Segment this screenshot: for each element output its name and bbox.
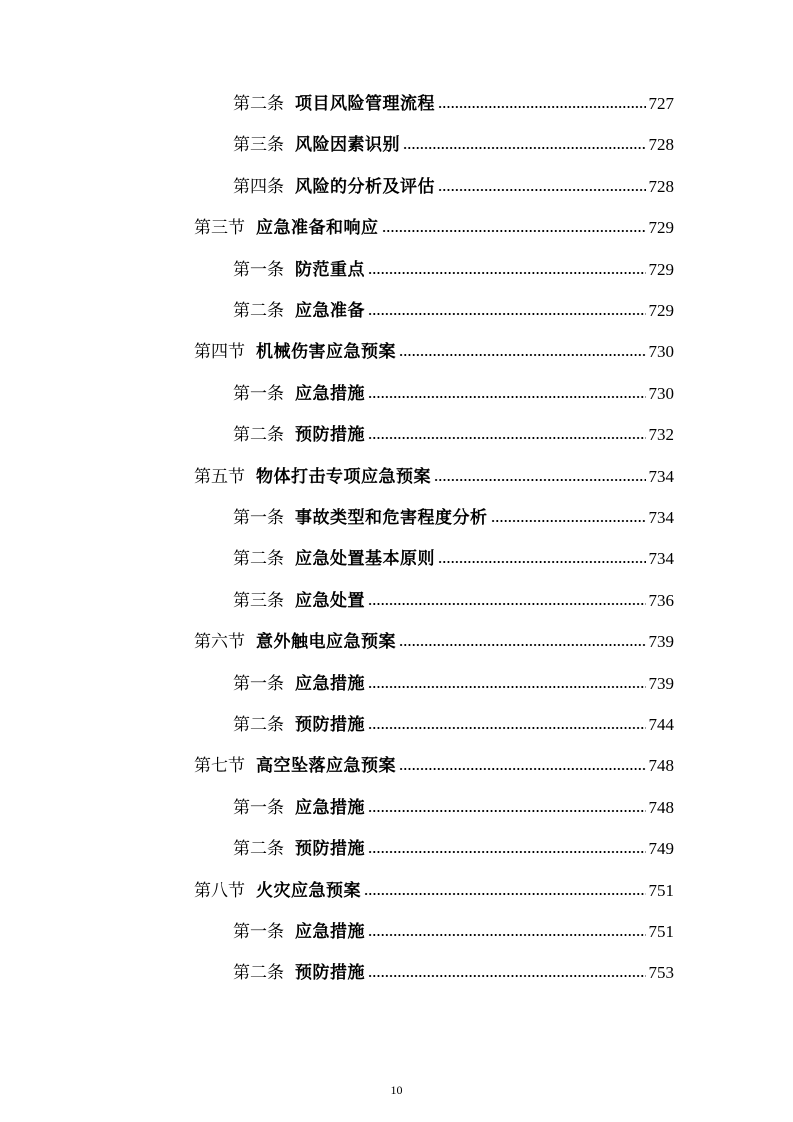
toc-article-entry[interactable] bbox=[233, 380, 674, 408]
toc-entry-number: 第三节 bbox=[194, 218, 245, 239]
toc-entry-page: 749 bbox=[648, 839, 674, 859]
toc-dot-leader bbox=[399, 766, 646, 772]
toc-entry-number: 第二条 bbox=[233, 301, 284, 321]
toc-dot-leader bbox=[491, 518, 646, 524]
page-number: 10 bbox=[390, 1083, 403, 1097]
toc-dot-leader bbox=[399, 352, 646, 358]
toc-entry-page: 739 bbox=[648, 673, 674, 693]
toc-entry-number: 第二条 bbox=[233, 839, 284, 860]
toc-entry-label bbox=[233, 587, 365, 615]
toc-entry-title: 火灾应急预案 bbox=[256, 880, 361, 901]
toc-entry-number: 第二条 bbox=[233, 549, 284, 570]
toc-article-entry[interactable] bbox=[233, 545, 674, 573]
toc-article-entry[interactable] bbox=[233, 131, 674, 159]
toc-article-entry[interactable] bbox=[233, 256, 674, 284]
toc-entry-label bbox=[233, 256, 365, 284]
toc-entry-label bbox=[233, 918, 365, 946]
toc-dot-leader bbox=[368, 932, 646, 938]
toc-entry-page: 739 bbox=[648, 632, 674, 652]
toc-entry-label bbox=[233, 297, 365, 325]
toc-entry-label bbox=[233, 835, 365, 863]
toc-entry-label bbox=[194, 752, 396, 780]
toc-dot-leader bbox=[438, 559, 646, 565]
toc-entry-label bbox=[194, 338, 396, 366]
toc-entry-title: 防范重点 bbox=[295, 259, 365, 280]
toc-entry-title: 高空坠落应急预案 bbox=[256, 756, 396, 777]
toc-entry-number: 第六节 bbox=[194, 632, 245, 653]
toc-entry-label bbox=[194, 877, 361, 905]
toc-dot-leader bbox=[368, 311, 646, 317]
toc-entry-number: 第一条 bbox=[233, 922, 284, 942]
toc-entry-title: 意外触电应急预案 bbox=[256, 632, 396, 653]
toc-section-entry[interactable] bbox=[194, 338, 674, 366]
toc-dot-leader bbox=[368, 435, 646, 441]
toc-entry-page: 751 bbox=[648, 880, 674, 900]
toc-entry-label bbox=[233, 131, 400, 159]
toc-entry-label bbox=[233, 421, 365, 449]
toc-section-entry[interactable] bbox=[194, 628, 674, 656]
toc-entry-title: 预防措施 bbox=[295, 963, 365, 984]
toc-entry-number: 第二条 bbox=[233, 425, 284, 446]
toc-entry-title: 应急准备 bbox=[295, 301, 365, 321]
toc-article-entry[interactable] bbox=[233, 918, 674, 946]
toc-section-entry[interactable] bbox=[194, 214, 674, 242]
toc-entry-number: 第一条 bbox=[233, 673, 284, 694]
toc-dot-leader bbox=[368, 725, 646, 731]
toc-entry-number: 第二条 bbox=[233, 94, 284, 114]
toc-entry-number: 第三条 bbox=[233, 135, 284, 156]
toc-entry-number: 第一条 bbox=[233, 797, 284, 818]
toc-entry-title: 应急处置 bbox=[295, 590, 365, 611]
toc-entry-title: 应急措施 bbox=[295, 797, 365, 818]
toc-entry-page: 729 bbox=[648, 301, 674, 320]
toc-section-entry[interactable] bbox=[194, 752, 674, 780]
toc-dot-leader bbox=[364, 891, 646, 897]
toc-entry-title: 物体打击专项应急预案 bbox=[256, 466, 431, 487]
toc-dot-leader bbox=[382, 228, 646, 234]
toc-entry-page: 729 bbox=[648, 259, 674, 279]
toc-entry-number: 第七节 bbox=[194, 756, 245, 777]
toc-entry-number: 第三条 bbox=[233, 590, 284, 611]
toc-dot-leader bbox=[368, 601, 646, 607]
toc-entry-page: 753 bbox=[648, 963, 674, 983]
toc-entry-title: 应急准备和响应 bbox=[256, 218, 379, 239]
toc-entry-number: 第八节 bbox=[194, 880, 245, 901]
toc-entry-number: 第一条 bbox=[233, 259, 284, 280]
toc-dot-leader bbox=[368, 808, 646, 814]
toc-dot-leader bbox=[368, 973, 646, 979]
toc-entry-number: 第四节 bbox=[194, 342, 245, 363]
toc-entry-title: 预防措施 bbox=[295, 839, 365, 860]
toc-entry-page: 734 bbox=[648, 508, 674, 527]
toc-section-entry[interactable] bbox=[194, 877, 674, 905]
toc-article-entry[interactable] bbox=[233, 173, 674, 201]
toc-entry-title: 应急措施 bbox=[295, 922, 365, 942]
toc-dot-leader bbox=[438, 187, 646, 193]
toc-article-entry[interactable] bbox=[233, 670, 674, 698]
toc-entry-number: 第二条 bbox=[233, 963, 284, 984]
toc-dot-leader bbox=[434, 477, 646, 483]
toc-entry-page: 736 bbox=[648, 590, 674, 610]
toc-entry-label bbox=[233, 711, 365, 739]
toc-entry-page: 748 bbox=[648, 797, 674, 817]
toc-entry-page: 728 bbox=[648, 135, 674, 155]
toc-entry-page: 734 bbox=[648, 466, 674, 486]
toc-article-entry[interactable] bbox=[233, 587, 674, 615]
toc-entry-number: 第五节 bbox=[194, 466, 245, 487]
toc-entry-number: 第四条 bbox=[233, 176, 284, 197]
toc-entry-page: 728 bbox=[648, 176, 674, 196]
toc-entry-label bbox=[194, 463, 431, 491]
toc-entry-label bbox=[233, 504, 488, 532]
toc-article-entry[interactable] bbox=[233, 711, 674, 739]
toc-entry-title: 预防措施 bbox=[295, 425, 365, 446]
toc-entry-page: 734 bbox=[648, 549, 674, 569]
toc-entry-title: 风险因素识别 bbox=[295, 135, 400, 156]
toc-article-entry[interactable] bbox=[233, 421, 674, 449]
toc-dot-leader bbox=[438, 104, 646, 110]
toc-article-entry[interactable] bbox=[233, 959, 674, 987]
toc-entry-number: 第一条 bbox=[233, 508, 284, 528]
toc-entry-title: 应急处置基本原则 bbox=[295, 549, 435, 570]
toc-dot-leader bbox=[403, 145, 646, 151]
toc-entry-title: 项目风险管理流程 bbox=[295, 94, 435, 114]
toc-entry-title: 事故类型和危害程度分析 bbox=[295, 508, 488, 528]
toc-entry-label bbox=[194, 214, 379, 242]
toc-article-entry[interactable] bbox=[233, 504, 674, 532]
toc-entry-page: 732 bbox=[648, 425, 674, 445]
toc-dot-leader bbox=[368, 684, 646, 690]
toc-article-entry[interactable] bbox=[233, 90, 674, 118]
toc-entry-number: 第一条 bbox=[233, 383, 284, 404]
toc-entry-title: 机械伤害应急预案 bbox=[256, 342, 396, 363]
toc-entry-label bbox=[194, 628, 396, 656]
toc-entry-page: 727 bbox=[648, 94, 674, 113]
toc-entry-label bbox=[233, 90, 435, 118]
toc-entry-label bbox=[233, 545, 435, 573]
toc-article-entry[interactable] bbox=[233, 794, 674, 822]
toc-dot-leader bbox=[368, 394, 646, 400]
toc-entry-title: 应急措施 bbox=[295, 383, 365, 404]
toc-entry-label bbox=[233, 794, 365, 822]
toc-entry-label bbox=[233, 959, 365, 987]
toc-article-entry[interactable] bbox=[233, 835, 674, 863]
toc-entry-title: 风险的分析及评估 bbox=[295, 176, 435, 197]
toc-section-entry[interactable] bbox=[194, 463, 674, 491]
toc-entry-page: 729 bbox=[648, 218, 674, 238]
toc-dot-leader bbox=[368, 270, 646, 276]
toc-entry-number: 第二条 bbox=[233, 715, 284, 735]
toc-article-entry[interactable] bbox=[233, 297, 674, 325]
toc-entry-page: 751 bbox=[648, 922, 674, 941]
toc-entry-label bbox=[233, 380, 365, 408]
toc-entry-page: 744 bbox=[648, 715, 674, 734]
toc-entry-title: 应急措施 bbox=[295, 673, 365, 694]
toc-entry-page: 748 bbox=[648, 756, 674, 776]
toc-entry-label bbox=[233, 173, 435, 201]
toc-entry-page: 730 bbox=[648, 342, 674, 362]
toc-entry-label bbox=[233, 670, 365, 698]
toc-entry-title: 预防措施 bbox=[295, 715, 365, 735]
toc-entry-page: 730 bbox=[648, 383, 674, 403]
toc-dot-leader bbox=[368, 849, 646, 855]
toc-dot-leader bbox=[399, 642, 646, 648]
